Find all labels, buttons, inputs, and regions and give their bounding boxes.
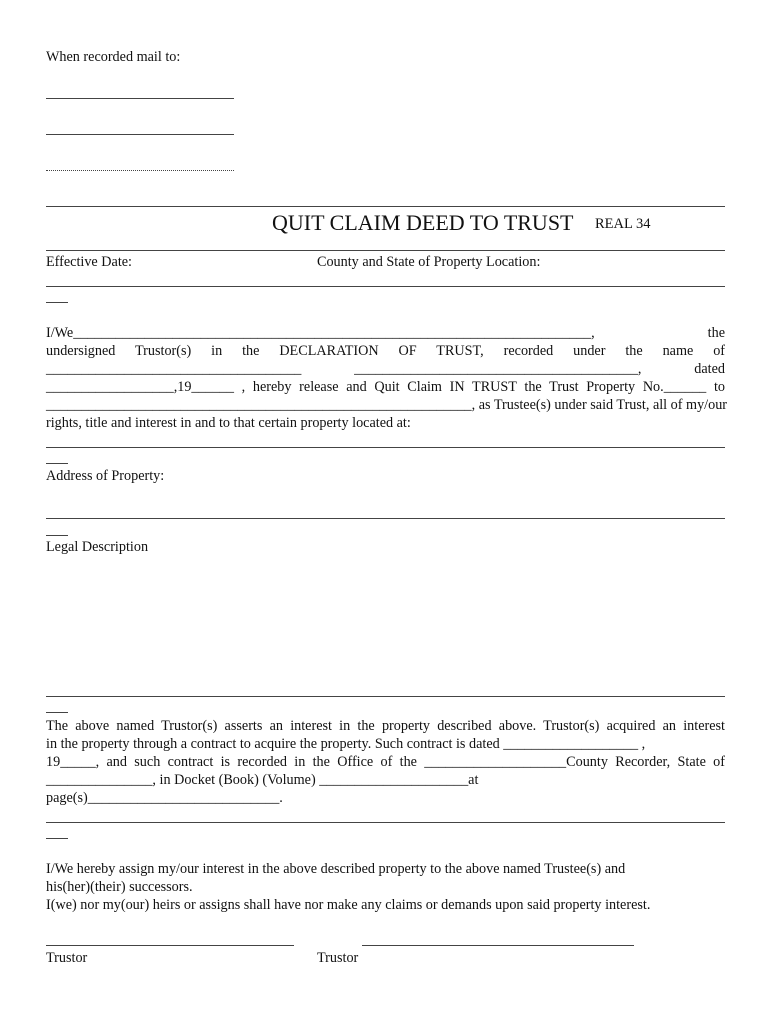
mail-to-line-2[interactable]: [46, 134, 234, 135]
short-divider: [46, 302, 68, 303]
signature-line-right[interactable]: [362, 945, 634, 946]
trustee-blank[interactable]: ____________________________________________________________, as: [46, 397, 491, 413]
assign-line-1: I/We hereby assign my/our interest in the above described property to the above named Trustee(s) and: [46, 861, 626, 877]
release-line2-word: of: [713, 343, 726, 359]
divider: [46, 447, 725, 448]
release-line-2: [46, 342, 725, 360]
trust-name-blank-b[interactable]: ________________________________________,: [354, 361, 642, 377]
document-title: QUIT CLAIM DEED TO TRUST: [272, 210, 574, 235]
release-line2-word: in: [211, 343, 223, 359]
release-line-4: [46, 378, 725, 396]
release-line-3: [46, 360, 725, 378]
contract-line-3: [46, 753, 725, 771]
release-line2-word: undersigned: [46, 343, 116, 359]
divider: [46, 286, 725, 287]
short-divider: [46, 838, 68, 839]
release-line2-word: under: [573, 343, 606, 359]
contract-line3-text: 19_____, and such contract is recorded in the Office of the ____________________County Recorder, State of: [46, 754, 725, 770]
mail-to-line-1[interactable]: [46, 98, 234, 99]
release-line2-word: name: [662, 343, 694, 359]
release-lead: I/We: [46, 325, 74, 341]
assign-line-2: his(her)(their) successors.: [46, 879, 193, 895]
contract-line1-text: The above named Trustor(s) asserts an interest in the property described above. Trustor(s) acquired an interest: [46, 718, 725, 734]
release-line-5: [46, 396, 728, 414]
divider: [46, 518, 725, 519]
release-line1-end: the: [707, 325, 725, 341]
divider: [46, 206, 725, 207]
release-line2-word: OF: [398, 343, 417, 359]
assign-line-3: I(we) nor my(our) heirs or assigns shall have nor make any claims or demands upon said property interest.: [46, 897, 651, 913]
short-divider: [46, 712, 68, 713]
mail-to-line-3[interactable]: [46, 170, 234, 171]
contract-line-4: _______________, in Docket (Book) (Volume) _____________________at: [46, 772, 479, 788]
release-line4-end: to: [713, 379, 725, 395]
release-line-1: [46, 324, 725, 342]
divider: [46, 696, 725, 697]
grantor-name-blank[interactable]: _________________________________________________________________________,: [73, 325, 595, 341]
signature-line-left[interactable]: [46, 945, 294, 946]
release-line5-text: Trustee(s) under said Trust, all of my/our: [493, 397, 728, 413]
legal-description-label: Legal Description: [46, 539, 149, 555]
release-line2-word: DECLARATION: [279, 343, 379, 359]
release-line2-word: TRUST,: [436, 343, 484, 359]
short-divider: [46, 535, 68, 536]
release-line2-word: the: [242, 343, 260, 359]
trust-name-blank-a[interactable]: ____________________________________: [46, 361, 302, 377]
contract-line-5: page(s)___________________________.: [46, 790, 283, 806]
contract-line-2: in the property through a contract to acquire the property. Such contract is dated ___________________ ,: [46, 736, 646, 752]
trustor-label-left: Trustor: [46, 950, 88, 966]
release-line2-word: recorded: [503, 343, 554, 359]
divider: [46, 822, 725, 823]
contract-line-1: [46, 717, 725, 735]
trustor-label-right: Trustor: [317, 950, 359, 966]
dated-word: dated: [694, 361, 725, 377]
address-label: Address of Property:: [46, 468, 165, 484]
county-state-label: County and State of Property Location:: [317, 254, 541, 270]
release-line-6: rights, title and interest in and to that certain property located at:: [46, 415, 411, 431]
mail-to-label: When recorded mail to:: [46, 49, 181, 65]
release-line4-text: __________________,19______ , hereby release and Quit Claim IN TRUST the Trust Property No.______: [46, 379, 707, 395]
release-line2-word: the: [625, 343, 643, 359]
form-code: REAL 34: [595, 216, 651, 232]
divider: [46, 250, 725, 251]
effective-date-label: Effective Date:: [46, 254, 132, 270]
release-line2-word: Trustor(s): [135, 343, 192, 359]
short-divider: [46, 463, 68, 464]
